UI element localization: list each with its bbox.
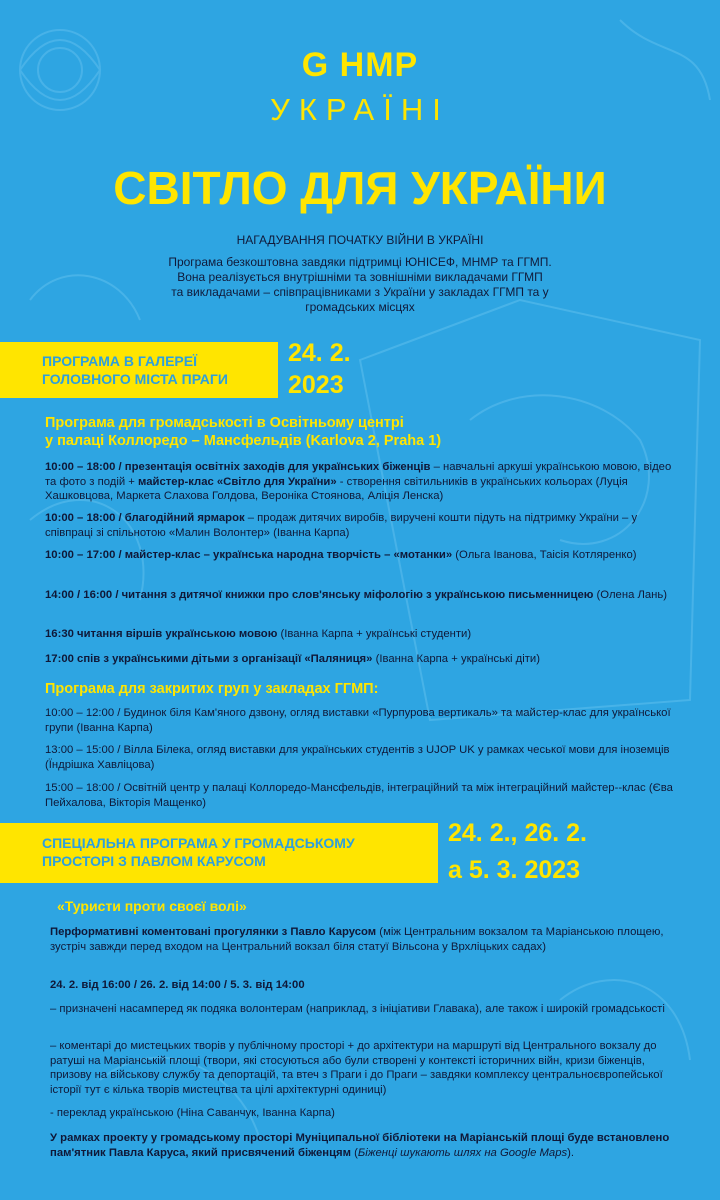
- section1-heading-line: Програма для громадськості в Освітньому центрі: [45, 415, 404, 431]
- tour-comments: – коментарі до мистецьких творів у публічному просторі + до архітектури на маршруті від Центрального вокзалу до ратуші на Маріанській площі (твори, які стосуються або були створені у контексті історичних війн, кризи біженців, призову на військову службу та депортацій, та втеч з Праги і до Праги – завдяки комплексу центральноєвропейської історії тут є кілька творів мистецтва та цілі архітектурні одиниці): [50, 1040, 663, 1096]
- section2-date-line: а 5. 3. 2023: [448, 856, 581, 884]
- program-item: [45, 460, 685, 504]
- program-item: [45, 588, 685, 603]
- monument-note-text: ).: [567, 1146, 575, 1159]
- monument-note: [50, 1131, 680, 1160]
- program-item-text: (Іванна Карпа + українські діти): [372, 653, 540, 665]
- tour-audience: – призначені насамперед як подяка волонтерам (наприклад, з ініціативи Главака), але також і широкій громадськості: [50, 1003, 665, 1015]
- section2-date-line: 24. 2., 26. 2.: [448, 819, 587, 847]
- monument-note-italic: Біженці шукають шлях на Google Maps: [357, 1146, 568, 1159]
- program-item-text: – продаж дитячих виробів, виручені кошти підуть на підтримку України – у співпраці зі спільнотою «Малин Волонтер» (Іванна Карпа): [45, 512, 638, 539]
- closed-group-item: 13:00 – 15:00 / Вілла Білека, огляд виставки для українських студентів з UJOP UK у рамках чеської мови для іноземців (Їндрішка Хавліцова): [45, 744, 670, 771]
- program-item-text: (Олена Лань): [593, 589, 668, 601]
- program-item-highlight: майстер-клас «Світло для України»: [138, 475, 337, 488]
- logo-bottom-line: УКРАЇНІ: [270, 92, 450, 127]
- tour-description-text: (між Центральним вокзалом та Маріанською площею, зустріч завжди перед входом на Центральний вокзал біля статуї Вільсона у Врхліцьких садах): [50, 926, 664, 953]
- program-item-time: 17:00 спів з українськими дітьми з організації «Паляниця»: [45, 653, 373, 665]
- section1-heading-line: у палаці Коллоредо – Мансфельдів (Karlova 2, Praha 1): [45, 433, 442, 449]
- program-item: [45, 627, 685, 642]
- program-item-time: 10:00 – 18:00 / презентація освітніх заходів для українських біженців: [45, 461, 431, 473]
- tour-translation: - переклад українською (Ніна Саванчук, Іванна Карпа): [50, 1107, 335, 1119]
- program-item-time: 10:00 – 18:00 / благодійний ярмарок: [45, 512, 245, 524]
- section1-bar-text: [42, 352, 278, 388]
- monument-note-bold: У рамках проекту у громадському просторі Муніципальної бібліотеки на Маріанській площі буде встановлено пам'ятник Павла Каруса, який присвячений біженцям: [50, 1132, 670, 1159]
- program-item-text: - створення світильників в українських кольорах (Луція Хашковцова, Маркета Слахова Голдова, Вероніка Стоянова, Аліція Ленска): [45, 475, 628, 502]
- section1-date-line: 2023: [288, 371, 344, 399]
- intro-line: та викладачами – співпрацівниками з України у закладах ГГМП та у: [171, 285, 549, 299]
- program-item: [45, 652, 685, 667]
- closed-group-item: 10:00 – 12:00 / Будинок біля Кам'яного дзвону, огляд виставки «Пурпурова вертикаль» та майстер-клас для української групи (Іванна Карпа): [45, 707, 671, 734]
- closed-group-item: 15:00 – 18:00 / Освітній центр у палаці Коллоредо-Мансфельдів, інтеграційний та між інтеграційний майстер--клас (Єва Пейхалова, Вікторія Мащенко): [45, 782, 673, 809]
- program-item: [45, 511, 685, 540]
- section1-heading: [45, 414, 685, 450]
- intro-line: Програма безкоштовна завдяки підтримці ЮНІСЕФ, МНМР та ГГМП.: [168, 255, 552, 269]
- tour-description: [50, 925, 680, 954]
- program-item-text: (Іванна Карпа + українські студенти): [277, 628, 472, 640]
- section2-bar-line: СПЕЦІАЛЬНА ПРОГРАМА У ГРОМАДСЬКОМУ: [42, 835, 355, 851]
- section1-bar-line: ГОЛОВНОГО МІСТА ПРАГИ: [42, 371, 228, 387]
- tour-description-bold: Перформативні коментовані прогулянки з Павло Карусом: [50, 926, 377, 938]
- section1-date-line: 24. 2.: [288, 339, 351, 367]
- page-title: СВІТЛО ДЛЯ УКРАЇНИ: [113, 162, 607, 214]
- program-item-time: 10:00 – 17:00 / майстер-клас – українська народна творчість – «мотанки»: [45, 549, 453, 561]
- section1-date: [288, 338, 351, 400]
- program-item-text: (Ольга Іванова, Таісія Котляренко): [452, 549, 637, 561]
- tour-dates: 24. 2. від 16:00 / 26. 2. від 14:00 / 5. 3. від 14:00: [50, 979, 305, 991]
- section2-date: [448, 818, 587, 885]
- intro-line: Вона реалізується внутрішніми та зовнішніми викладачами ГГМП: [177, 270, 543, 284]
- intro-text: [130, 255, 590, 315]
- monument-note-text: (: [350, 1146, 358, 1159]
- closed-groups-heading: Програма для закритих груп у закладах ГГМП:: [45, 681, 379, 697]
- program-item-time: 14:00 / 16:00 / читання з дитячої книжки про слов'янську міфологію з українською письменницею: [45, 589, 594, 601]
- tour-title: «Туристи проти своєї волі»: [57, 898, 247, 914]
- page-subtitle: НАГАДУВАННЯ ПОЧАТКУ ВІЙНИ В УКРАЇНІ: [236, 233, 484, 247]
- intro-line: громадських місцях: [305, 300, 415, 314]
- program-item-text: – навчальні аркуші українською мовою, відео та фото з подій +: [45, 461, 672, 488]
- logo-top-line: G HMP: [301, 46, 419, 84]
- section2-bar-line: ПРОСТОРІ З ПАВЛОМ КАРУСОМ: [42, 853, 266, 869]
- program-item: [45, 548, 685, 563]
- section1-bar-line: ПРОГРАМА В ГАЛЕРЕЇ: [42, 353, 197, 369]
- program-item-time: 16:30 читання віршів українською мовою: [45, 628, 278, 640]
- section2-bar-text: [42, 834, 434, 870]
